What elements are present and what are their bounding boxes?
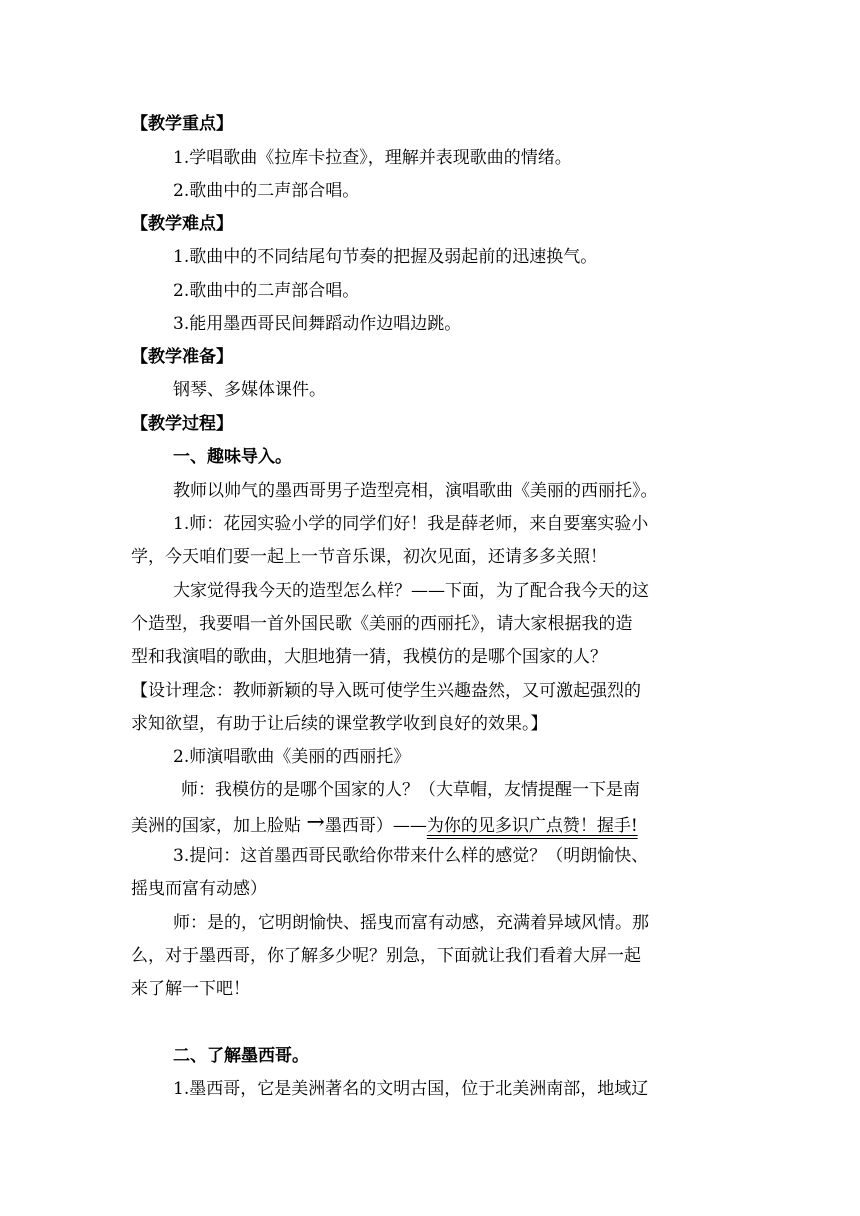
paragraph-line: 摇曳而富有动感） xyxy=(131,879,267,899)
paragraph-line: 来了解一下吧！ xyxy=(131,979,250,999)
paragraph-line: 2.师演唱歌曲《美丽的西丽托》 xyxy=(173,747,411,767)
arrow-icon: → xyxy=(306,810,325,835)
paragraph-line: 3.提问：这首墨西哥民歌给你带来什么样的感觉？（明朗愉快、 xyxy=(173,846,649,866)
paragraph-line: 型和我演唱的歌曲，大胆地猜一猜，我模仿的是哪个国家的人？ xyxy=(131,647,607,667)
paragraph-line: 教师以帅气的墨西哥男子造型亮相，演唱歌曲《美丽的西丽托》。 xyxy=(173,481,658,501)
part2-title: 二、了解墨西哥。 xyxy=(173,1046,309,1066)
paragraph-text: 美洲的国家，加上脸贴 xyxy=(131,816,301,836)
difficulty-1: 1.歌曲中的不同结尾句节奏的把握及弱起前的迅速换气。 xyxy=(173,247,598,267)
paragraph-line: 师：是的，它明朗愉快、摇曳而富有动感，充满着异域风情。那 xyxy=(173,913,649,933)
design-note-line: 【设计理念：教师新颖的导入既可使学生兴趣盎然，又可激起强烈的 xyxy=(131,681,641,701)
preparation-text: 钢琴、多媒体课件。 xyxy=(173,380,326,400)
heading-difficulties: 【教学难点】 xyxy=(131,214,233,234)
paragraph-line: 学，今天咱们要一起上一节音乐课，初次见面，还请多多关照！ xyxy=(131,547,607,567)
praise-underlined-text: 为你的见多识广点赞！握手! xyxy=(426,816,638,836)
part1-title: 一、趣味导入。 xyxy=(173,447,292,467)
paragraph-line: 大家觉得我今天的造型怎么样？——下面，为了配合我今天的这 xyxy=(173,581,649,601)
paragraph-line-with-arrow xyxy=(131,810,638,836)
paragraph-line: 师：我模仿的是哪个国家的人？（大草帽，友情提醒一下是南 xyxy=(181,780,640,800)
heading-preparation: 【教学准备】 xyxy=(131,347,233,367)
design-note-line: 求知欲望，有助于让后续的课堂教学收到良好的效果。】 xyxy=(131,714,548,734)
difficulty-2: 2.歌曲中的二声部合唱。 xyxy=(173,281,360,301)
difficulty-3: 3.能用墨西哥民间舞蹈动作边唱边跳。 xyxy=(173,314,462,334)
paragraph-line: 么，对于墨西哥，你了解多少呢？别急，下面就让我们看着大屏一起 xyxy=(131,946,641,966)
heading-key-points: 【教学重点】 xyxy=(131,114,233,134)
paragraph-line: 1.师：花园实验小学的同学们好！我是薛老师，来自要塞实验小 xyxy=(173,514,649,534)
key-point-2: 2.歌曲中的二声部合唱。 xyxy=(173,181,360,201)
paragraph-line: 1.墨西哥，它是美洲著名的文明古国，位于北美洲南部，地域辽 xyxy=(173,1079,649,1099)
paragraph-line: 个造型，我要唱一首外国民歌《美丽的西丽托》，请大家根据我的造 xyxy=(131,614,633,634)
heading-process: 【教学过程】 xyxy=(131,414,233,434)
paragraph-text: 墨西哥）—— xyxy=(324,816,427,836)
key-point-1: 1.学唱歌曲《拉库卡拉查》，理解并表现歌曲的情绪。 xyxy=(173,148,572,168)
